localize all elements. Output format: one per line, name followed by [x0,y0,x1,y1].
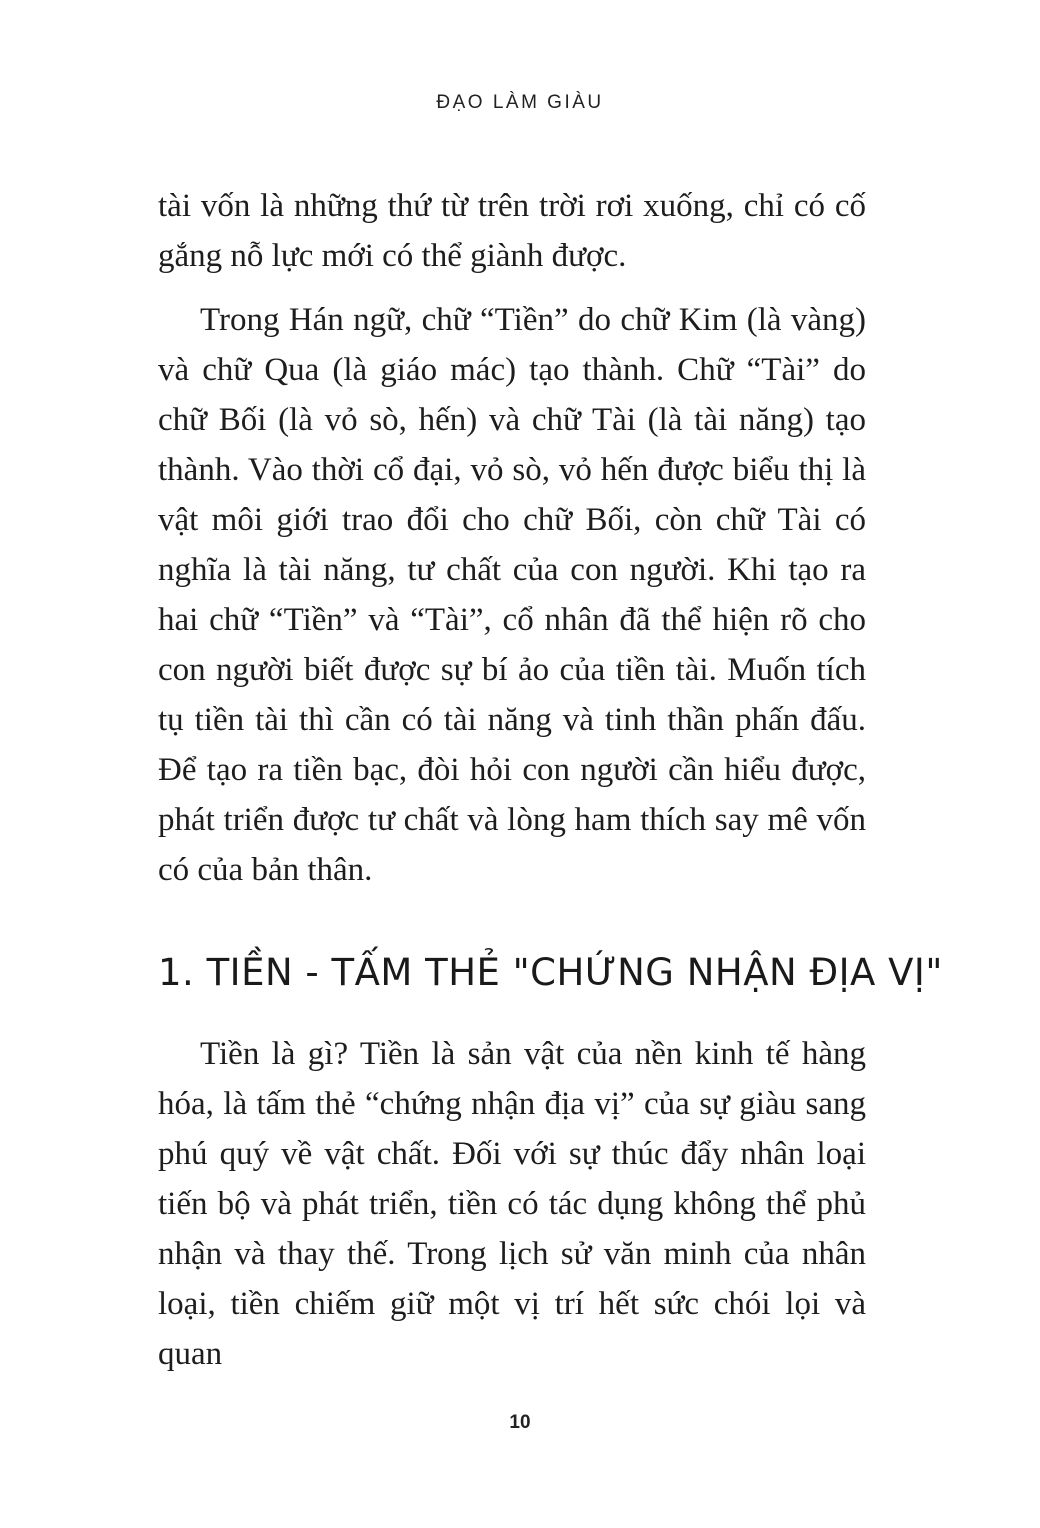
running-header-title: ĐẠO LÀM GIÀU [436,92,604,113]
continued-paragraph: tài vốn là những thứ từ trên trời rơi xuống, chỉ có cố gắng nỗ lực mới có thể giành được. [158,188,866,274]
paragraph-tien-tai-etymology: Trong Hán ngữ, chữ “Tiền” do chữ Kim (là vàng) và chữ Qua (là giáo mác) tạo thành. Chữ “Tài” do chữ Bối (là vỏ sò, hến) và chữ Tài (là tài năng) tạo thành. Vào thời cổ đại, vỏ sò, vỏ hến được biểu thị là vật môi giới trao đổi cho chữ Bối, còn chữ Tài có nghĩa là tài năng, tư chất của con người. Khi tạo ra hai chữ “Tiền” và “Tài”, cổ nhân đã thể hiện rõ cho con người biết được sự bí ảo của tiền tài. Muốn tích tụ tiền tài thì cần có tài năng và tinh thần phấn đấu. Để tạo ra tiền bạc, đòi hỏi con người cần hiểu được, phát triển được tư chất và lòng ham thích say mê vốn có của bản thân. [158,302,866,888]
paragraph-what-is-money: Tiền là gì? Tiền là sản vật của nền kinh tế hàng hóa, là tấm thẻ “chứng nhận địa vị” của sự giàu sang phú quý về vật chất. Đối với sự thúc đẩy nhân loại tiến bộ và phát triển, tiền có tác dụng không thể phủ nhận và thay thế. Trong lịch sử văn minh của nhân loại, tiền chiếm giữ một vị trí hết sức chói lọi và quan [158,1036,866,1372]
continued-paragraph-block [158,181,866,281]
page-number: 10 [509,1412,531,1433]
paragraph-block-3 [158,1029,866,1379]
section-heading: 1. TIỀN - TẤM THẺ "CHỨNG NHẬN ĐỊA VỊ" [158,951,943,994]
paragraph-block-2 [158,295,866,895]
